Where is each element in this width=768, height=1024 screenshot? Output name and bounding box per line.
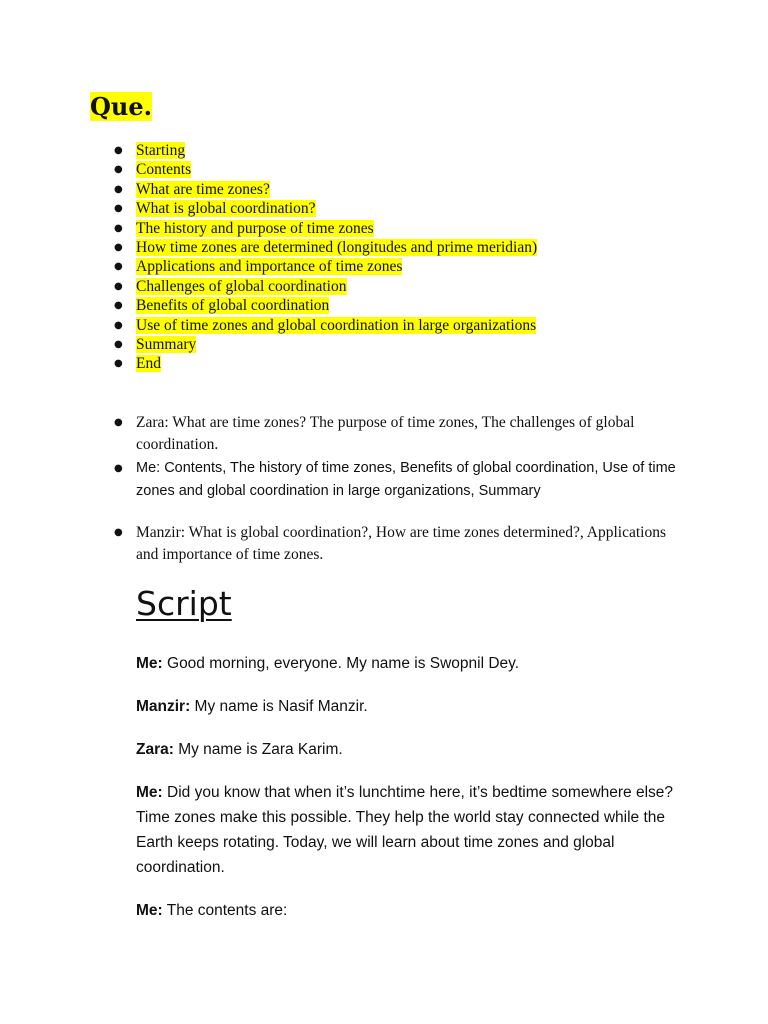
topic-list [114,141,538,374]
bullet-icon: ● [114,417,123,428]
topic-text: Benefits of global coordination [136,297,330,315]
bullet-icon: ● [114,222,123,234]
topic-item [114,257,537,276]
assignment-text: Manzir: What is global coordination?, How are time zones determined?, Applications and importance of time zones. [136,524,667,563]
topic-text: Starting [136,142,186,159]
bullet-icon: ● [114,463,123,474]
script-line [136,694,676,719]
bullet-icon: ● [114,338,123,350]
line-text: My name is Zara Karim. [173,741,343,758]
topic-item [114,277,537,296]
bullet-icon: ● [114,319,123,331]
topic-text: Applications and importance of time zones [136,258,403,276]
bullet-icon: ● [114,280,123,292]
line-text: Good morning, everyone. My name is Swopnil Dey. [162,655,520,672]
assignment-item-manzir [114,522,676,566]
topic-item [114,335,537,354]
topic-item [114,296,537,315]
topic-text: What is global coordination? [136,200,316,218]
line-text: The contents are: [162,902,288,919]
script-line [136,737,676,762]
topic-item [114,238,538,257]
topic-text: The history and purpose of time zones [136,219,374,237]
script-body [136,651,676,941]
script-heading: Script [136,584,232,623]
script-line [136,780,676,880]
assignment-text: Zara: What are time zones? The purpose of time zones, The challenges of global coordination. [136,414,635,453]
que-heading-text: Que. [90,92,152,121]
speaker-label: Me: [136,902,163,919]
line-text: My name is Nasif Manzir. [190,698,368,715]
speaker-label: Manzir: [136,698,191,715]
speaker-label: Me: [136,784,163,801]
script-line [136,651,676,676]
topic-item [114,160,537,179]
line-text: Did you know that when it’s lunchtime here, it’s bedtime somewhere else? Time zones make this possible. They help the world stay connected while the Earth keeps rotating. Today, we will learn about time zones and global coordination. [136,784,674,876]
topic-item [114,199,537,218]
bullet-icon: ● [114,203,123,215]
bullet-icon: ● [114,241,123,253]
topic-item [114,141,537,160]
que-heading [90,92,152,122]
topic-text: Summary [136,335,197,353]
topic-text: Contents [136,161,192,179]
topic-item [114,354,537,373]
speaker-label: Zara: [136,741,174,758]
assignment-text: Me: Contents, The history of time zones, Benefits of global coordination, Use of time zones and global coordination in large organizations, Summary [136,460,676,499]
topic-item [114,180,537,199]
assignment-item-zara [114,412,676,456]
topic-text: End [136,355,161,373]
bullet-icon: ● [114,164,123,176]
script-line [136,898,676,923]
topic-text: What are time zones? [136,180,270,198]
topic-item [114,316,537,335]
speaker-label: Me: [136,655,163,672]
bullet-icon: ● [114,527,123,538]
topic-text: How time zones are determined (longitudes and prime meridian) [136,238,538,256]
bullet-icon: ● [114,261,123,273]
bullet-icon: ● [114,145,123,156]
assignment-list [114,412,676,566]
bullet-icon: ● [114,358,123,370]
topic-item [114,219,537,238]
topic-text: Challenges of global coordination [136,277,347,295]
topic-text: Use of time zones and global coordination in large organizations [136,316,537,334]
bullet-icon: ● [114,183,123,195]
bullet-icon: ● [114,300,123,312]
assignment-item-me [114,457,676,503]
